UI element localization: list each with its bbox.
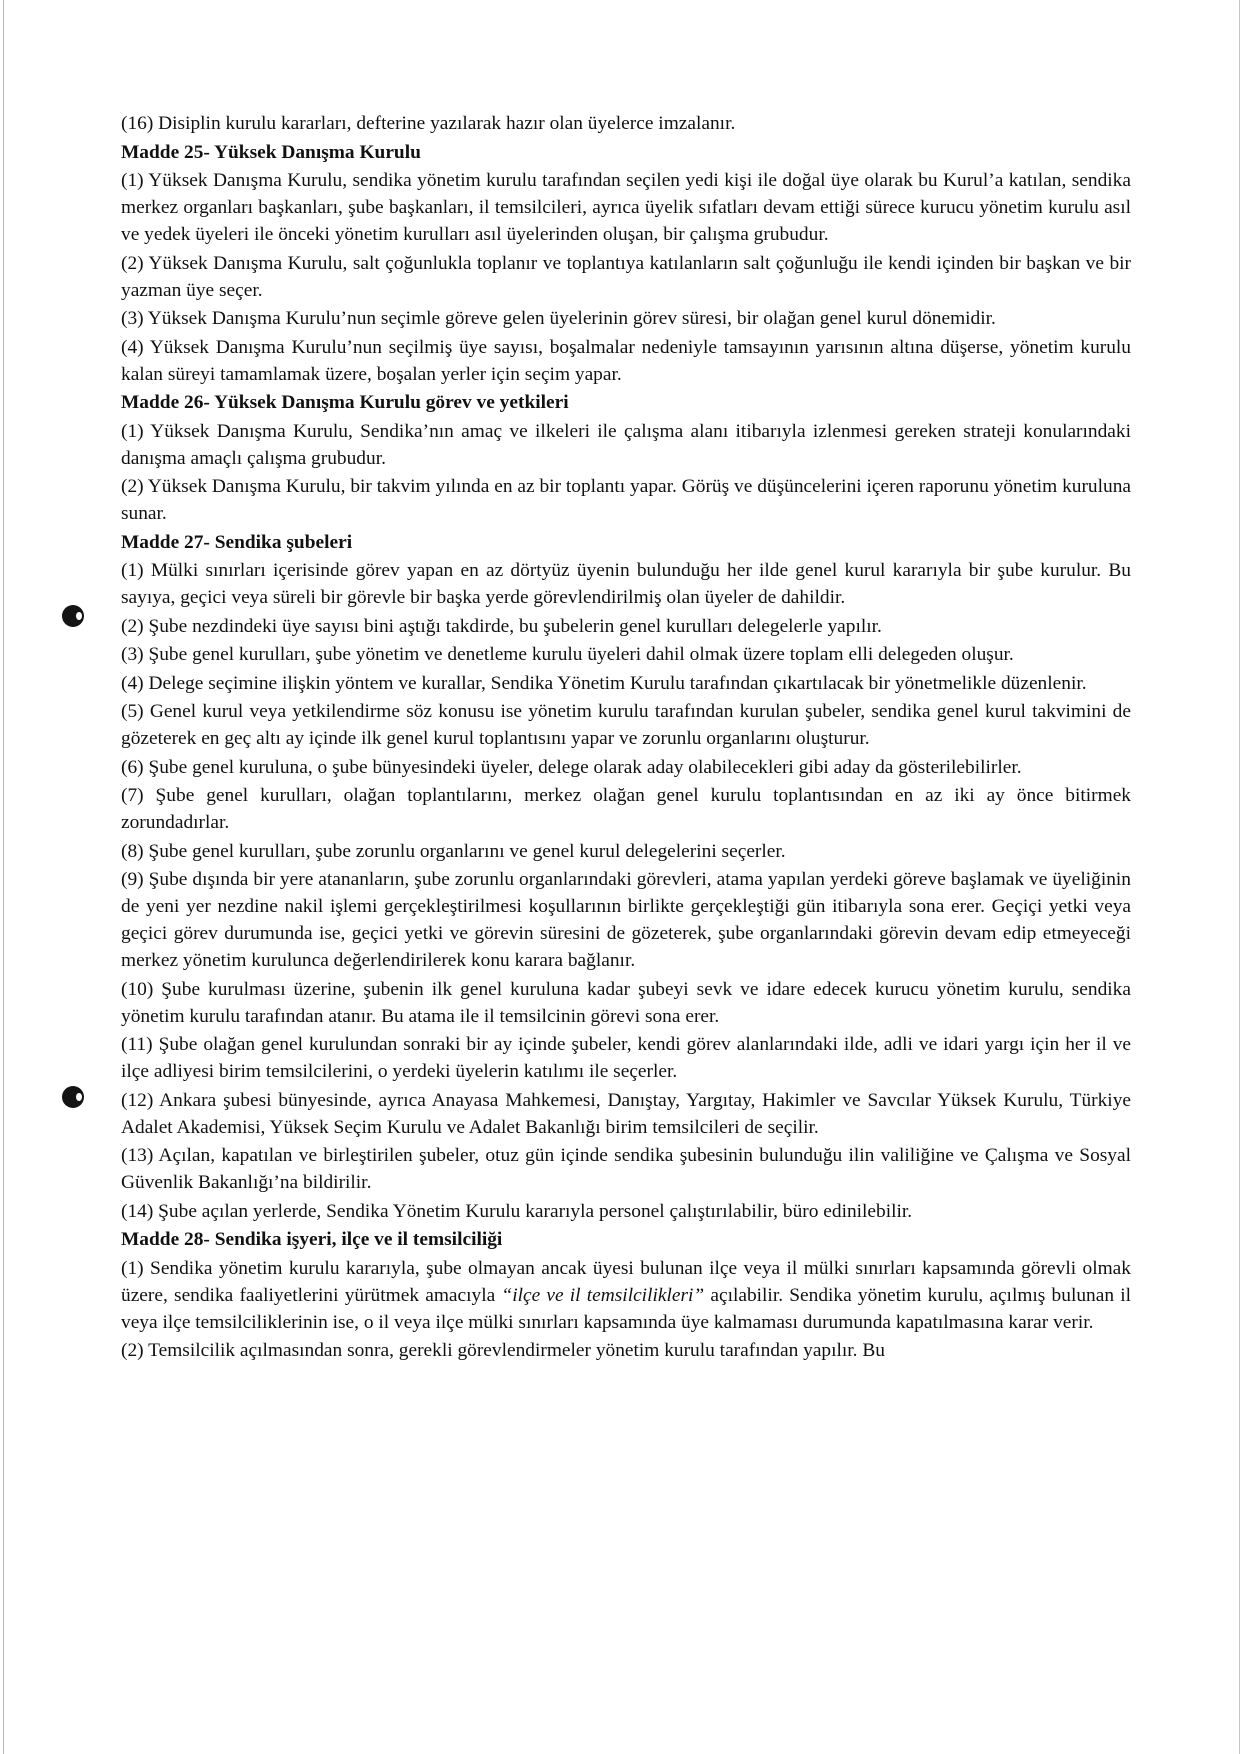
quoted-term: “ilçe ve il temsilcilikleri” xyxy=(501,1284,705,1306)
paragraph: (5) Genel kurul veya yetkilendirme söz konusu ise yönetim kurulu tarafından kurulan şubeler, sendika genel kurul takvimini de gözeterek en geç altı ay içinde ilk genel kurul toplantısını yapar ve zorunlu organlarını oluşturur. xyxy=(121,701,1131,749)
paragraph: (11) Şube olağan genel kurulundan sonraki bir ay içinde şubeler, kendi görev alanlarındaki ilde, adli ve idari yargı için her il ve ilçe adliyesi birim temsilcilerini, o yerdeki üyelerin katılımı ile seçerler. xyxy=(121,1034,1131,1082)
paragraph: (8) Şube genel kurulları, şube zorunlu organlarını ve genel kurul delegelerini seçerler. xyxy=(121,840,786,862)
article-heading: Madde 28- Sendika işyeri, ilçe ve il temsilciliği xyxy=(121,1229,503,1250)
page-edge-left xyxy=(3,0,4,1754)
paragraph: (4) Yüksek Danışma Kurulu’nun seçilmiş üye sayısı, boşalmalar nedeniyle tamsayının yarısının altına düşerse, yönetim kurulu kalan süreyi tamamlamak üzere, boşalan yerler için seçim yapar. xyxy=(121,336,1131,385)
paragraph: (7) Şube genel kurulları, olağan toplantılarını, merkez olağan genel kurulu toplantısından en az iki ay önce bitirmek zorundadırlar. xyxy=(121,785,1131,833)
paragraph: (3) Şube genel kurulları, şube yönetim ve denetleme kurulu üyeleri dahil olmak üzere toplam elli delegeden oluşur. xyxy=(121,644,1014,665)
article-heading: Madde 25- Yüksek Danışma Kurulu xyxy=(121,141,421,163)
paragraph: (14) Şube açılan yerlerde, Sendika Yönetim Kurulu kararıyla personel çalıştırılabilir, büro edinilebilir. xyxy=(121,1200,913,1222)
paragraph: (2) Şube nezdindeki üye sayısı bini aştığı takdirde, bu şubelerin genel kurulları delegelerle yapılır. xyxy=(121,615,882,637)
paragraph: (16) Disiplin kurulu kararları, defterine yazılarak hazır olan üyelerce imzalanır. xyxy=(121,113,736,134)
paragraph: (2) Temsilcilik açılmasından sonra, gerekli görevlendirmeler yönetim kurulu tarafından yapılır. Bu xyxy=(121,1340,885,1361)
paragraph: (10) Şube kurulması üzerine, şubenin ilk genel kuruluna kadar şubeyi sevk ve idare edecek kurucu yönetim kurulu, sendika yönetim kurulu tarafından atanır. Bu atama ile il temsilcinin görevi sona erer. xyxy=(121,978,1131,1027)
paragraph: (1) Yüksek Danışma Kurulu, sendika yönetim kurulu tarafından seçilen yedi kişi ile doğal üye olarak bu Kurul’a katılan, sendika merkez organları başkanları, şube başkanları, il temsilcileri, ayrıca üyelik sıfatları devam ettiği sürece kurucu yönetim kurulu asıl ve yedek üyeleri ile önceki yönetim kurulları asıl üyelerinden oluşan, bir çalışma grubudur. xyxy=(121,170,1131,245)
paragraph: (3) Yüksek Danışma Kurulu’nun seçimle göreve gelen üyelerinin görev süresi, bir olağan genel kurul dönemidir. xyxy=(121,308,996,329)
punch-hole xyxy=(62,1086,84,1108)
paragraph: (1) Yüksek Danışma Kurulu, Sendika’nın amaç ve ilkeleri ile çalışma alanı itibarıyla izlenmesi gereken strateji konularındaki danışma amaçlı çalışma grubudur. xyxy=(121,420,1131,469)
punch-hole xyxy=(62,605,84,627)
article-heading: Madde 26- Yüksek Danışma Kurulu görev ve yetkileri xyxy=(121,392,569,413)
article-heading: Madde 27- Sendika şubeleri xyxy=(121,531,353,553)
paragraph: (12) Ankara şubesi bünyesinde, ayrıca Anayasa Mahkemesi, Danıştay, Yargıtay, Hakimler ve Savcılar Yüksek Kurulu, Türkiye Adalet Akademisi, Yüksek Seçim Kurulu ve Adalet Bakanlığı birim temsilcileri de seçilir. xyxy=(121,1089,1131,1138)
paragraph-text: açılabilir. Sendika yönetim kurulu, açılmış bulunan il veya ilçe temsilciliklerinin ise, o il veya ilçe mülki sınırları kapsamında üye kalmaması durumunda kapatılmasına karar verir. xyxy=(121,1284,1131,1333)
document-body xyxy=(121,110,1131,1366)
paragraph: (1) Mülki sınırları içerisinde görev yapan en az dörtyüz üyenin bulunduğu her ilde genel kurul kararıyla bir şube kurulur. Bu sayıya, geçici veya süreli bir görevle bir başka yerde görevlendirilmiş olan üyeler de dahildir. xyxy=(121,560,1131,608)
paragraph: (2) Yüksek Danışma Kurulu, bir takvim yılında en az bir toplantı yapar. Görüş ve düşüncelerini içeren raporunu yönetim kuruluna sunar. xyxy=(121,476,1131,524)
paragraph xyxy=(121,1255,1131,1336)
paragraph: (4) Delege seçimine ilişkin yöntem ve kurallar, Sendika Yönetim Kurulu tarafından çıkartılacak bir yönetmelikle düzenlenir. xyxy=(121,672,1087,694)
paragraph: (2) Yüksek Danışma Kurulu, salt çoğunlukla toplanır ve toplantıya katılanların salt çoğunluğu ile kendi içinden bir başkan ve bir yazman üye seçer. xyxy=(121,252,1131,301)
paragraph: (9) Şube dışında bir yere atananların, şube zorunlu organlarındaki görevleri, atama yapılan yerdeki göreve başlamak ve üyeliğinin de yeni yer nezdine nakil işlemi gerçekleştirilmesi koşullarının birlikte gerçekleştiği gün itibarıyla sona erer. Geçiçi yetki veya geçici görev durumunda ise, geçici yetki ve görevin süresini de gözeterek, şube organlarındaki görevin devam edip etmeyeceği merkez yönetim kurulunca değerlendirilerek konu karara bağlanır. xyxy=(121,869,1131,971)
paragraph: (13) Açılan, kapatılan ve birleştirilen şubeler, otuz gün içinde sendika şubesinin bulunduğu ilin valiliğine ve Çalışma ve Sosyal Güvenlik Bakanlığı’na bildirilir. xyxy=(121,1145,1131,1193)
page-edge-right xyxy=(1239,0,1240,1754)
paragraph: (6) Şube genel kuruluna, o şube bünyesindeki üyeler, delege olarak aday olabilecekleri gibi aday da gösterilebilirler. xyxy=(121,756,1022,778)
paragraph-text: (1) Sendika yönetim kurulu kararıyla, şube olmayan ancak üyesi bulunan ilçe veya il mülki sınırları kapsamında görevli olmak üzere, sendika faaliyetlerini yürütmek amacıyla xyxy=(121,1257,1131,1306)
